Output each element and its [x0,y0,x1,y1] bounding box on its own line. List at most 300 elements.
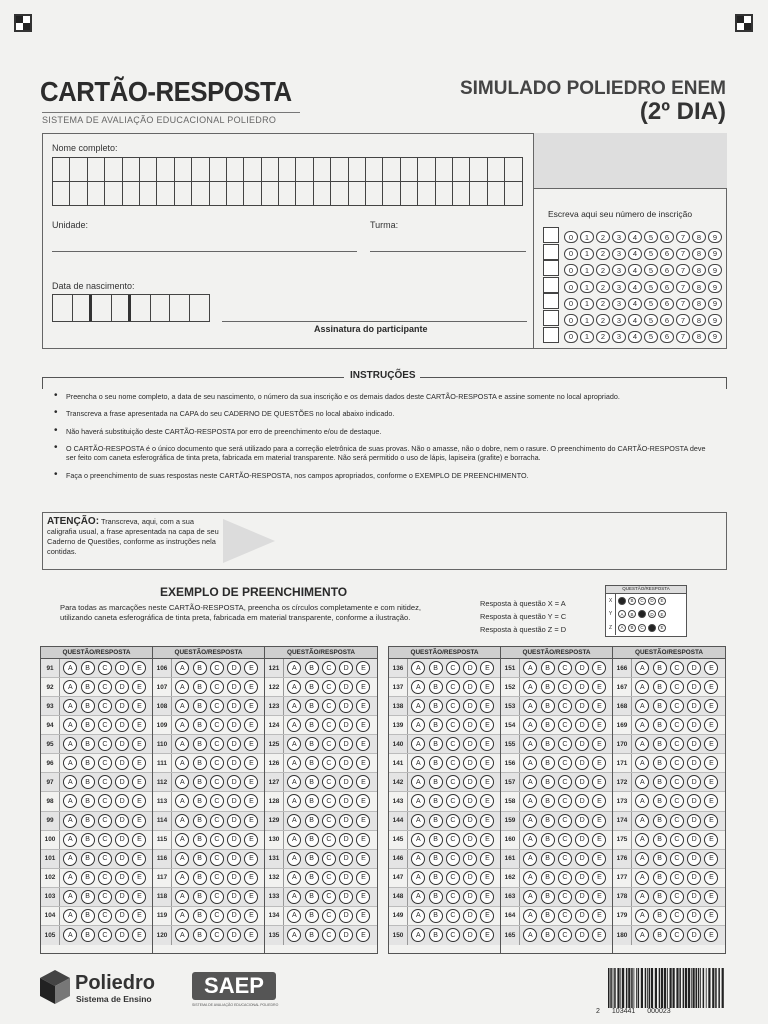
answer-bubble[interactable]: B [193,852,207,866]
answer-bubble[interactable]: A [287,814,301,828]
answer-bubble[interactable]: C [670,833,684,847]
answer-bubble[interactable]: B [653,928,667,942]
answer-bubble[interactable]: D [687,852,701,866]
answer-bubble[interactable]: E [704,814,718,828]
digit-bubble[interactable]: 5 [644,264,658,276]
answer-bubble[interactable]: B [193,737,207,751]
answer-bubble[interactable]: D [575,909,589,923]
digit-bubble[interactable]: 4 [628,298,642,310]
answer-bubble[interactable]: E [244,909,258,923]
answer-bubble[interactable]: C [446,871,460,885]
answer-bubble[interactable]: A [175,852,189,866]
answer-bubble[interactable]: E [592,833,606,847]
answer-bubble[interactable]: C [322,775,336,789]
answer-bubble[interactable]: A [635,737,649,751]
answer-bubble[interactable]: A [411,661,425,675]
answer-bubble[interactable]: C [446,699,460,713]
answer-bubble[interactable]: B [193,794,207,808]
answer-bubble[interactable]: A [523,775,537,789]
answer-bubble[interactable]: C [558,928,572,942]
answer-bubble[interactable]: B [81,852,95,866]
digit-bubble[interactable]: 6 [660,248,674,260]
answer-bubble[interactable]: D [575,718,589,732]
answer-bubble[interactable]: E [704,909,718,923]
answer-bubble[interactable]: D [463,814,477,828]
digit-bubble[interactable]: 9 [708,281,722,293]
answer-bubble[interactable]: A [523,756,537,770]
answer-bubble[interactable]: D [115,814,129,828]
answer-bubble[interactable]: C [558,794,572,808]
answer-bubble[interactable]: D [575,871,589,885]
answer-bubble[interactable]: B [305,890,319,904]
answer-bubble[interactable]: E [244,756,258,770]
answer-bubble[interactable]: A [635,852,649,866]
answer-bubble[interactable]: D [575,794,589,808]
answer-bubble[interactable]: E [356,852,370,866]
answer-bubble[interactable]: D [463,737,477,751]
answer-bubble[interactable]: C [558,756,572,770]
answer-bubble[interactable]: A [411,890,425,904]
answer-bubble[interactable]: B [541,890,555,904]
answer-bubble[interactable]: A [63,699,77,713]
answer-bubble[interactable]: B [305,775,319,789]
answer-bubble[interactable]: E [592,909,606,923]
answer-bubble[interactable]: E [356,928,370,942]
answer-bubble[interactable]: C [210,756,224,770]
answer-bubble[interactable]: C [446,680,460,694]
answer-bubble[interactable]: C [210,718,224,732]
answer-bubble[interactable]: E [592,871,606,885]
answer-bubble[interactable]: B [81,699,95,713]
answer-bubble[interactable]: E [244,794,258,808]
answer-bubble[interactable]: A [287,661,301,675]
answer-bubble[interactable]: D [227,852,241,866]
answer-bubble[interactable]: A [287,756,301,770]
answer-bubble[interactable]: C [210,661,224,675]
answer-bubble[interactable]: D [115,680,129,694]
answer-bubble[interactable]: C [322,680,336,694]
answer-bubble[interactable]: C [98,852,112,866]
answer-bubble[interactable]: B [305,871,319,885]
digit-bubble[interactable]: 7 [676,281,690,293]
answer-bubble[interactable]: D [575,928,589,942]
digit-bubble[interactable]: 6 [660,331,674,343]
answer-bubble[interactable]: B [653,775,667,789]
answer-bubble[interactable]: B [541,833,555,847]
answer-bubble[interactable]: E [592,852,606,866]
answer-bubble[interactable]: B [653,737,667,751]
answer-bubble[interactable]: E [704,699,718,713]
answer-bubble[interactable]: B [305,909,319,923]
answer-bubble[interactable]: C [558,718,572,732]
answer-bubble[interactable]: E [592,775,606,789]
name-grid[interactable] [52,157,523,206]
answer-bubble[interactable]: E [704,756,718,770]
answer-bubble[interactable]: A [175,737,189,751]
answer-bubble[interactable]: E [356,699,370,713]
answer-bubble[interactable]: D [227,775,241,789]
answer-bubble[interactable]: C [210,833,224,847]
answer-bubble[interactable]: B [193,814,207,828]
answer-bubble[interactable]: A [635,871,649,885]
answer-bubble[interactable]: B [193,699,207,713]
answer-bubble[interactable]: D [463,833,477,847]
digit-bubble[interactable]: 0 [564,331,578,343]
answer-bubble[interactable]: D [687,833,701,847]
digit-bubble[interactable]: 3 [612,248,626,260]
answer-bubble[interactable]: C [322,928,336,942]
answer-bubble[interactable]: E [704,890,718,904]
digit-bubble[interactable]: 7 [676,248,690,260]
answer-bubble[interactable]: C [210,871,224,885]
answer-bubble[interactable]: C [98,928,112,942]
answer-bubble[interactable]: D [115,699,129,713]
answer-bubble[interactable]: C [558,737,572,751]
answer-bubble[interactable]: C [98,718,112,732]
answer-bubble[interactable]: D [339,756,353,770]
answer-bubble[interactable]: E [704,928,718,942]
answer-bubble[interactable]: C [322,737,336,751]
answer-bubble[interactable]: E [480,775,494,789]
answer-bubble[interactable]: D [687,680,701,694]
answer-bubble[interactable]: B [429,871,443,885]
answer-bubble[interactable]: E [356,909,370,923]
answer-bubble[interactable]: D [575,756,589,770]
answer-bubble[interactable]: E [356,756,370,770]
answer-bubble[interactable]: C [558,833,572,847]
answer-bubble[interactable]: A [523,890,537,904]
answer-bubble[interactable]: B [305,794,319,808]
answer-bubble[interactable]: C [558,814,572,828]
answer-bubble[interactable]: E [480,737,494,751]
digit-bubble[interactable]: 1 [580,264,594,276]
answer-bubble[interactable]: B [81,928,95,942]
answer-bubble[interactable]: B [305,756,319,770]
answer-bubble[interactable]: B [541,871,555,885]
answer-bubble[interactable]: B [81,661,95,675]
answer-bubble[interactable]: A [523,680,537,694]
answer-bubble[interactable]: E [480,756,494,770]
answer-bubble[interactable]: E [480,833,494,847]
digit-bubble[interactable]: 1 [580,331,594,343]
answer-bubble[interactable]: D [115,794,129,808]
answer-bubble[interactable]: D [339,775,353,789]
answer-bubble[interactable]: C [210,737,224,751]
answer-bubble[interactable]: C [98,871,112,885]
answer-bubble[interactable]: A [635,718,649,732]
registration-digit-box[interactable] [543,310,559,326]
answer-bubble[interactable]: E [244,661,258,675]
digit-bubble[interactable]: 6 [660,264,674,276]
answer-bubble[interactable]: B [193,833,207,847]
answer-bubble[interactable]: E [480,871,494,885]
registration-digit-box[interactable] [543,293,559,309]
answer-bubble[interactable]: E [244,737,258,751]
answer-bubble[interactable]: C [670,699,684,713]
answer-bubble[interactable]: D [575,680,589,694]
answer-bubble[interactable]: A [63,794,77,808]
digit-bubble[interactable]: 0 [564,264,578,276]
answer-bubble[interactable]: B [541,794,555,808]
answer-bubble[interactable]: A [635,661,649,675]
answer-bubble[interactable]: E [244,928,258,942]
answer-bubble[interactable]: C [98,661,112,675]
answer-bubble[interactable]: C [446,661,460,675]
answer-bubble[interactable]: E [244,718,258,732]
digit-bubble[interactable]: 2 [596,264,610,276]
answer-bubble[interactable]: D [227,909,241,923]
answer-bubble[interactable]: A [287,680,301,694]
answer-bubble[interactable]: C [558,775,572,789]
answer-bubble[interactable]: B [81,814,95,828]
answer-bubble[interactable]: C [446,833,460,847]
digit-bubble[interactable]: 8 [692,231,706,243]
answer-bubble[interactable]: A [411,928,425,942]
answer-bubble[interactable]: B [541,775,555,789]
answer-bubble[interactable]: E [704,661,718,675]
answer-bubble[interactable]: A [63,890,77,904]
answer-bubble[interactable]: A [175,794,189,808]
answer-bubble[interactable]: B [541,718,555,732]
answer-bubble[interactable]: A [411,775,425,789]
answer-bubble[interactable]: D [687,699,701,713]
answer-bubble[interactable]: D [575,814,589,828]
answer-bubble[interactable]: E [244,814,258,828]
answer-bubble[interactable]: C [98,794,112,808]
answer-bubble[interactable]: C [446,852,460,866]
digit-bubble[interactable]: 8 [692,314,706,326]
answer-bubble[interactable]: D [227,661,241,675]
answer-bubble[interactable]: C [322,852,336,866]
answer-bubble[interactable]: C [210,794,224,808]
answer-bubble[interactable]: C [98,737,112,751]
answer-bubble[interactable]: B [81,718,95,732]
answer-bubble[interactable]: E [244,680,258,694]
answer-bubble[interactable]: D [339,661,353,675]
answer-bubble[interactable]: B [541,661,555,675]
answer-bubble[interactable]: D [115,852,129,866]
answer-bubble[interactable]: D [339,909,353,923]
answer-bubble[interactable]: B [81,756,95,770]
answer-bubble[interactable]: B [653,833,667,847]
answer-bubble[interactable]: C [98,775,112,789]
digit-bubble[interactable]: 3 [612,264,626,276]
answer-bubble[interactable]: D [115,756,129,770]
answer-bubble[interactable]: A [523,852,537,866]
answer-bubble[interactable]: A [411,680,425,694]
answer-bubble[interactable]: E [132,871,146,885]
answer-bubble[interactable]: E [356,871,370,885]
answer-bubble[interactable]: A [63,871,77,885]
answer-bubble[interactable]: D [339,680,353,694]
answer-bubble[interactable]: C [446,775,460,789]
digit-bubble[interactable]: 1 [580,281,594,293]
answer-bubble[interactable]: C [446,794,460,808]
digit-bubble[interactable]: 3 [612,281,626,293]
answer-bubble[interactable]: A [411,833,425,847]
answer-bubble[interactable]: D [687,794,701,808]
answer-bubble[interactable]: B [653,756,667,770]
answer-bubble[interactable]: E [704,794,718,808]
answer-bubble[interactable]: B [81,737,95,751]
digit-bubble[interactable]: 2 [596,331,610,343]
answer-bubble[interactable]: B [541,909,555,923]
answer-bubble[interactable]: A [63,909,77,923]
answer-bubble[interactable]: C [210,928,224,942]
answer-bubble[interactable]: B [653,661,667,675]
digit-bubble[interactable]: 4 [628,248,642,260]
answer-bubble[interactable]: E [244,871,258,885]
answer-bubble[interactable]: E [244,775,258,789]
answer-bubble[interactable]: B [653,909,667,923]
answer-bubble[interactable]: D [115,833,129,847]
answer-bubble[interactable]: D [227,928,241,942]
answer-bubble[interactable]: B [305,661,319,675]
answer-bubble[interactable]: C [670,661,684,675]
answer-bubble[interactable]: C [210,909,224,923]
answer-bubble[interactable]: E [480,661,494,675]
answer-bubble[interactable]: E [132,814,146,828]
answer-bubble[interactable]: E [132,852,146,866]
answer-bubble[interactable]: A [287,718,301,732]
answer-bubble[interactable]: C [322,756,336,770]
answer-bubble[interactable]: C [210,814,224,828]
answer-bubble[interactable]: A [175,928,189,942]
answer-bubble[interactable]: D [339,833,353,847]
answer-bubble[interactable]: D [227,890,241,904]
answer-bubble[interactable]: D [339,699,353,713]
answer-bubble[interactable]: D [115,890,129,904]
answer-bubble[interactable]: B [653,890,667,904]
answer-bubble[interactable]: E [592,814,606,828]
digit-bubble[interactable]: 9 [708,264,722,276]
answer-bubble[interactable]: A [175,680,189,694]
answer-bubble[interactable]: D [463,928,477,942]
answer-bubble[interactable]: C [446,909,460,923]
answer-bubble[interactable]: D [687,871,701,885]
answer-bubble[interactable]: D [227,871,241,885]
digit-bubble[interactable]: 3 [612,314,626,326]
digit-bubble[interactable]: 3 [612,331,626,343]
answer-bubble[interactable]: A [635,775,649,789]
answer-bubble[interactable]: D [227,680,241,694]
answer-bubble[interactable]: C [98,699,112,713]
answer-bubble[interactable]: A [523,794,537,808]
answer-bubble[interactable]: D [227,794,241,808]
answer-bubble[interactable]: B [305,699,319,713]
answer-bubble[interactable]: C [322,833,336,847]
answer-bubble[interactable]: C [322,661,336,675]
answer-bubble[interactable]: D [227,699,241,713]
answer-bubble[interactable]: C [670,756,684,770]
answer-bubble[interactable]: B [305,680,319,694]
answer-bubble[interactable]: B [653,699,667,713]
digit-bubble[interactable]: 5 [644,248,658,260]
registration-digit-box[interactable] [543,244,559,260]
answer-bubble[interactable]: C [446,928,460,942]
answer-bubble[interactable]: E [132,890,146,904]
answer-bubble[interactable]: A [175,833,189,847]
answer-bubble[interactable]: E [480,699,494,713]
answer-bubble[interactable]: A [63,680,77,694]
digit-bubble[interactable]: 4 [628,264,642,276]
answer-bubble[interactable]: B [193,890,207,904]
answer-bubble[interactable]: C [210,775,224,789]
answer-bubble[interactable]: C [210,890,224,904]
answer-bubble[interactable]: E [132,699,146,713]
answer-bubble[interactable]: B [305,718,319,732]
answer-bubble[interactable]: C [558,852,572,866]
answer-bubble[interactable]: D [463,661,477,675]
answer-bubble[interactable]: A [635,794,649,808]
answer-bubble[interactable]: D [115,871,129,885]
answer-bubble[interactable]: B [541,680,555,694]
answer-bubble[interactable]: C [670,928,684,942]
digit-bubble[interactable]: 8 [692,298,706,310]
answer-bubble[interactable]: D [687,737,701,751]
registration-digit-box[interactable] [543,260,559,276]
answer-bubble[interactable]: B [193,661,207,675]
answer-bubble[interactable]: D [115,718,129,732]
answer-bubble[interactable]: A [635,814,649,828]
answer-bubble[interactable]: E [132,794,146,808]
answer-bubble[interactable]: B [429,680,443,694]
answer-bubble[interactable]: C [670,794,684,808]
answer-bubble[interactable]: C [210,699,224,713]
answer-bubble[interactable]: B [429,833,443,847]
answer-bubble[interactable]: A [287,890,301,904]
answer-bubble[interactable]: D [463,680,477,694]
answer-bubble[interactable]: D [575,852,589,866]
answer-bubble[interactable]: E [480,814,494,828]
answer-bubble[interactable]: B [81,890,95,904]
answer-bubble[interactable]: A [63,718,77,732]
answer-bubble[interactable]: C [670,890,684,904]
answer-bubble[interactable]: D [339,794,353,808]
answer-bubble[interactable]: E [132,833,146,847]
answer-bubble[interactable]: E [480,890,494,904]
digit-bubble[interactable]: 5 [644,281,658,293]
digit-bubble[interactable]: 5 [644,314,658,326]
digit-bubble[interactable]: 0 [564,314,578,326]
registration-digit-boxes[interactable] [543,227,559,343]
answer-bubble[interactable]: D [339,718,353,732]
answer-bubble[interactable]: E [244,890,258,904]
answer-bubble[interactable]: B [429,909,443,923]
answer-bubble[interactable]: D [463,718,477,732]
digit-bubble[interactable]: 9 [708,331,722,343]
answer-bubble[interactable]: A [635,890,649,904]
answer-bubble[interactable]: C [98,756,112,770]
answer-bubble[interactable]: A [63,928,77,942]
digit-bubble[interactable]: 2 [596,298,610,310]
answer-bubble[interactable]: A [635,699,649,713]
answer-bubble[interactable]: B [541,928,555,942]
digit-bubble[interactable]: 7 [676,231,690,243]
answer-bubble[interactable]: E [480,909,494,923]
answer-bubble[interactable]: B [305,833,319,847]
answer-bubble[interactable]: C [98,833,112,847]
answer-bubble[interactable]: E [592,756,606,770]
answer-bubble[interactable]: B [653,680,667,694]
answer-bubble[interactable]: B [193,871,207,885]
answer-bubble[interactable]: A [411,794,425,808]
answer-bubble[interactable]: A [63,775,77,789]
answer-bubble[interactable]: A [635,680,649,694]
digit-bubble[interactable]: 8 [692,331,706,343]
answer-bubble[interactable]: A [287,737,301,751]
answer-bubble[interactable]: D [575,890,589,904]
